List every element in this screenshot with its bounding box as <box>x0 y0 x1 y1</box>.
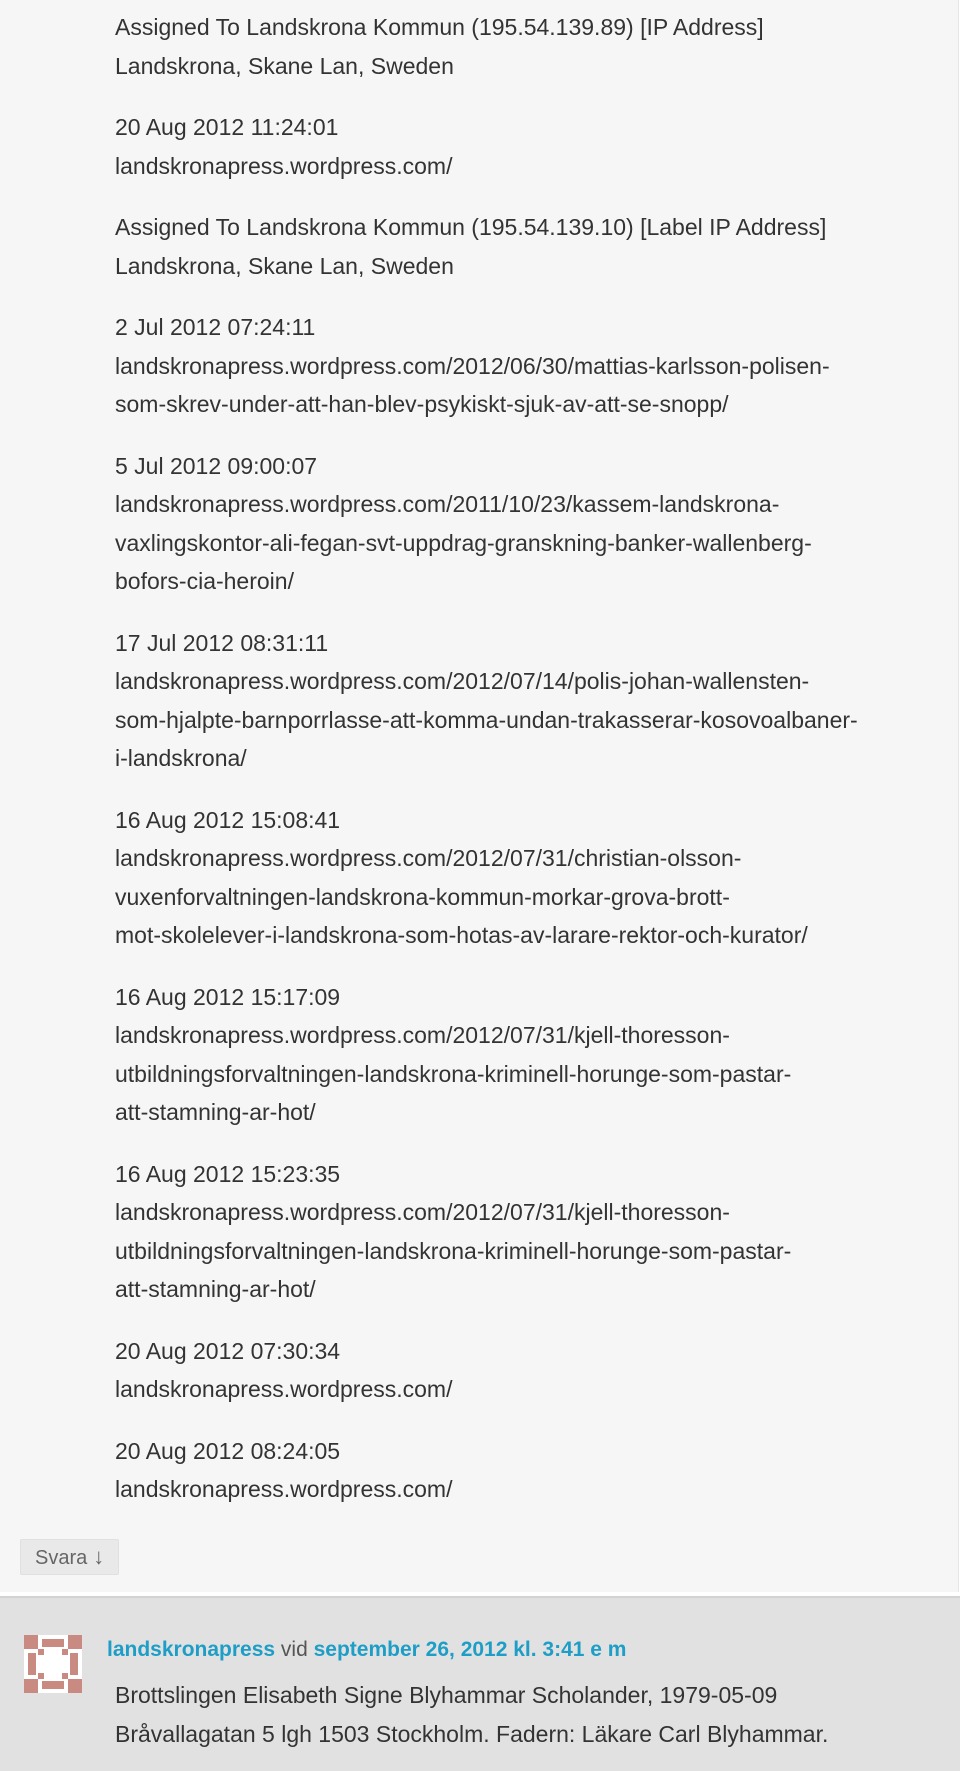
comment-paragraph <box>115 1332 915 1409</box>
comment-next-content <box>115 1676 935 1753</box>
comment-line: 17 Jul 2012 08:31:11 <box>115 629 329 656</box>
comment-line: landskronapress.wordpress.com/2012/06/30/mattias-karlsson-polisen- <box>115 352 830 379</box>
comment-paragraph <box>115 8 915 85</box>
comment-next-line: Brottslingen Elisabeth Signe Blyhammar Scholander, 1979-05-09 <box>115 1682 778 1708</box>
comment-line: landskronapress.wordpress.com/2011/10/23/kassem-landskrona- <box>115 491 780 517</box>
comment-next <box>0 1598 960 1771</box>
comment-line: som-hjalpte-barnporrlasse-att-komma-undan-trakasserar-kosovoalbaner- <box>115 706 858 733</box>
comment-line: 2 Jul 2012 07:24:11 <box>115 314 316 340</box>
comment-line: landskronapress.wordpress.com/ <box>115 1476 453 1502</box>
comment-line: mot-skolelever-i-landskrona-som-hotas-av-larare-rektor-och-kurator/ <box>115 922 808 948</box>
comment-line: 20 Aug 2012 08:24:05 <box>115 1437 341 1464</box>
reply-label: Svara <box>35 1547 88 1569</box>
reply-button[interactable] <box>20 1539 119 1575</box>
comment-line: vaxlingskontor-ali-fegan-svt-uppdrag-granskning-banker-wallenberg- <box>115 529 812 556</box>
comment-line: 20 Aug 2012 07:30:34 <box>115 1337 341 1364</box>
comment-paragraph <box>115 624 915 778</box>
comment-paragraph <box>115 208 915 285</box>
comment-line: att-stamning-ar-hot/ <box>115 1276 316 1302</box>
comment-line: vuxenforvaltningen-landskrona-kommun-morkar-grova-brott- <box>115 883 730 910</box>
comment-line: 5 Jul 2012 09:00:07 <box>115 452 318 479</box>
comment-meta <box>107 1635 626 1665</box>
comment-paragraph <box>115 978 915 1132</box>
comment-line: Landskrona, Skane Lan, Sweden <box>115 52 454 79</box>
comment-line: utbildningsforvaltningen-landskrona-kriminell-horunge-som-pastar- <box>115 1237 792 1264</box>
comment-author-link[interactable]: landskronapress <box>107 1638 276 1661</box>
comment-paragraph <box>115 1432 915 1509</box>
comment-line: Assigned To Landskrona Kommun (195.54.139.89) [IP Address] <box>115 14 764 40</box>
avatar <box>24 1635 82 1693</box>
comment-meta-vid: vid <box>280 1638 308 1661</box>
comment-line: landskronapress.wordpress.com/ <box>115 152 453 179</box>
comment-next-line: Bråvallagatan 5 lgh 1503 Stockholm. Fadern: Läkare Carl Blyhammar. <box>115 1720 829 1747</box>
comment-line: som-skrev-under-att-han-blev-psykiskt-sjuk-av-att-se-snopp/ <box>115 391 729 417</box>
comment-line: att-stamning-ar-hot/ <box>115 1099 316 1125</box>
comment-line: bofors-cia-heroin/ <box>115 568 294 594</box>
comment-line: Assigned To Landskrona Kommun (195.54.139.10) [Label IP Address] <box>115 214 827 240</box>
comment-line: i-landskrona/ <box>115 745 247 771</box>
comment-line: landskronapress.wordpress.com/ <box>115 1376 453 1402</box>
comment-line: 16 Aug 2012 15:08:41 <box>115 806 341 833</box>
comment-line: 16 Aug 2012 15:17:09 <box>115 983 341 1010</box>
comment-paragraph <box>115 801 915 955</box>
comment-paragraph <box>115 108 915 185</box>
comment-content <box>115 8 915 1532</box>
comment-line: Landskrona, Skane Lan, Sweden <box>115 252 454 279</box>
comment-line: 16 Aug 2012 15:23:35 <box>115 1160 341 1187</box>
comment-line: 20 Aug 2012 11:24:01 <box>115 114 339 140</box>
arrow-down-icon: ↓ <box>93 1544 105 1569</box>
comment-line: utbildningsforvaltningen-landskrona-kriminell-horunge-som-pastar- <box>115 1060 792 1087</box>
comment-paragraph <box>115 447 915 601</box>
comment-paragraph <box>115 1155 915 1309</box>
comment-line: landskronapress.wordpress.com/2012/07/31/christian-olsson- <box>115 845 742 871</box>
comment-date-link[interactable]: september 26, 2012 kl. 3:41 e m <box>313 1638 627 1661</box>
comment-line: landskronapress.wordpress.com/2012/07/31/kjell-thoresson- <box>115 1199 730 1225</box>
comment-line: landskronapress.wordpress.com/2012/07/14/polis-johan-wallensten- <box>115 668 810 694</box>
comment-paragraph <box>115 308 915 424</box>
comment-line: landskronapress.wordpress.com/2012/07/31/kjell-thoresson- <box>115 1022 730 1048</box>
